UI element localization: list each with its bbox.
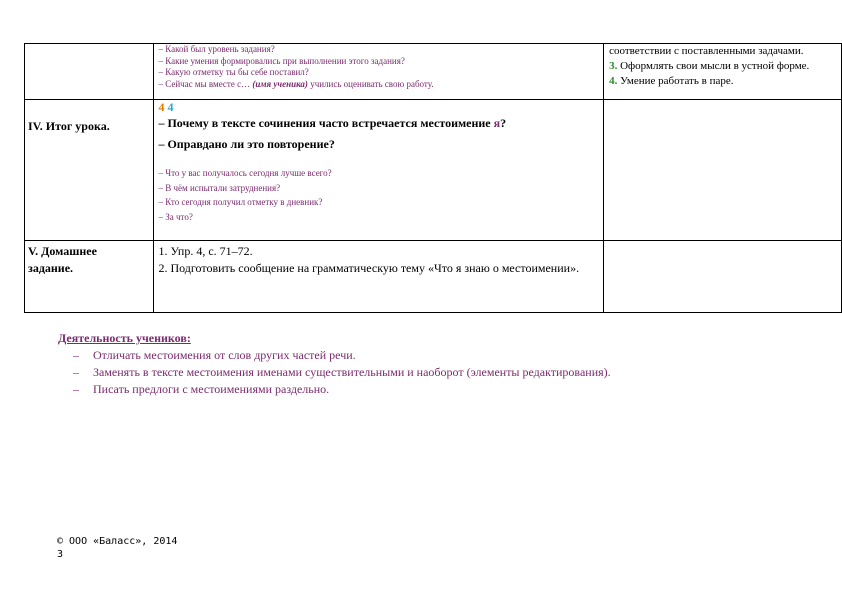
homework-cell	[154, 241, 604, 313]
student-activities	[58, 330, 758, 398]
copyright-footer: © ООО «Баласс», 2014	[57, 536, 178, 547]
question-line: – Какую отметку ты бы себе поставил?	[158, 67, 309, 77]
homework-item: 1. Упр. 4, с. 71–72.	[158, 244, 253, 258]
row1-questions-cell	[154, 44, 604, 100]
dash-bullet: –	[73, 348, 79, 362]
row1-section-cell	[25, 44, 154, 100]
list-item: – Писать предлоги с местоимениями раздельно.	[73, 382, 330, 396]
row3-empty-cell	[604, 241, 842, 313]
question-line: – Сейчас мы вместе с… (имя ученика) учились оценивать свою работу.	[158, 78, 434, 89]
question-line: – Кто сегодня получил отметку в дневник?	[158, 197, 323, 207]
task-number-badges: 4 4	[158, 100, 174, 114]
question-main: – Оправдано ли это повторение?	[158, 137, 335, 151]
dash-bullet: –	[73, 365, 79, 379]
row2-questions-cell	[154, 100, 604, 241]
lesson-table	[24, 43, 842, 313]
table-row	[25, 100, 842, 241]
question-line: – В чём испытали затруднения?	[158, 182, 281, 193]
question-line: – За что?	[158, 211, 193, 222]
homework-item: 2. Подготовить сообщение на грамматическую тему «Что я знаю о местоимении».	[158, 261, 580, 275]
homework-heading: V. Домашнее задание.	[25, 241, 154, 313]
row2-empty-cell	[604, 100, 842, 241]
question-line: – Какой был уровень задания?	[158, 44, 275, 54]
skill-item: 4. Умение работать в паре.	[609, 75, 734, 87]
activities-title: Деятельность учеников:	[58, 331, 191, 345]
question-main: – Почему в тексте сочинения часто встречается местоимение я?	[158, 116, 507, 130]
skill-item: 3. Оформлять свои мысли в устной форме.	[609, 60, 810, 72]
page-number: 3	[57, 549, 64, 560]
question-line: – Какие умения формировались при выполнении этого задания?	[158, 55, 405, 66]
row1-skills-cell	[604, 44, 842, 100]
skill-text: соответствии с поставленными задачами.	[609, 45, 804, 57]
dash-bullet: –	[73, 382, 79, 396]
lesson-summary-heading: IV. Итог урока.	[25, 100, 154, 241]
question-line: – Что у вас получалось сегодня лучше всего?	[158, 168, 332, 178]
list-item: – Отличать местоимения от слов других частей речи.	[73, 348, 356, 362]
table-row	[25, 241, 842, 313]
table-row	[25, 44, 842, 100]
list-item: – Заменять в тексте местоимения именами существительными и наоборот (элементы редактирования).	[73, 365, 611, 379]
